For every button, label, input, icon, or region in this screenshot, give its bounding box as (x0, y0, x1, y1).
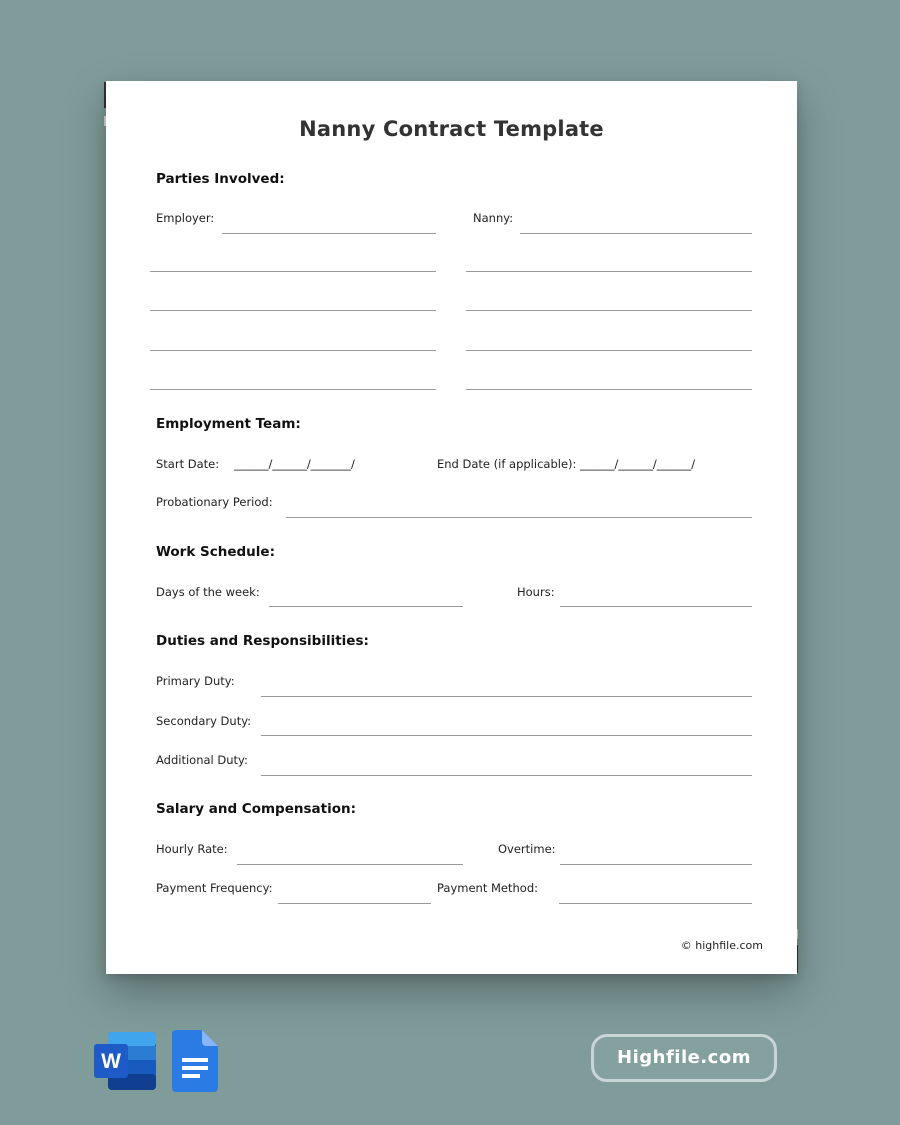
nanny-line-5[interactable] (466, 389, 752, 390)
start-date-field[interactable]: ______/______/_______/ (234, 457, 355, 471)
employer-line-2[interactable] (150, 271, 436, 272)
days-field[interactable] (269, 606, 463, 607)
hourly-rate-field[interactable] (237, 864, 463, 865)
nanny-label: Nanny: (473, 211, 514, 225)
probation-field[interactable] (286, 517, 752, 518)
document-title: Nanny Contract Template (299, 117, 604, 141)
employer-line-4[interactable] (150, 350, 436, 351)
start-date-label: Start Date: (156, 457, 220, 471)
payment-frequency-field[interactable] (278, 903, 431, 904)
overtime-label: Overtime: (498, 842, 556, 856)
primary-duty-label: Primary Duty: (156, 674, 235, 688)
end-date-label: End Date (if applicable): (437, 457, 577, 471)
highfile-brand-button[interactable]: Highfile.com (591, 1034, 777, 1082)
nanny-line-4[interactable] (466, 350, 752, 351)
word-letter: W (101, 1050, 121, 1073)
nanny-field[interactable] (520, 233, 752, 234)
employer-line-5[interactable] (150, 389, 436, 390)
section-schedule-heading: Work Schedule: (156, 544, 275, 560)
employer-label: Employer: (156, 211, 215, 225)
days-label: Days of the week: (156, 585, 260, 599)
additional-duty-label: Additional Duty: (156, 753, 248, 767)
section-employment-heading: Employment Team: (156, 416, 301, 432)
employer-line-3[interactable] (150, 310, 436, 311)
document-page (106, 81, 797, 974)
section-parties-heading: Parties Involved: (156, 171, 285, 187)
google-docs-icon[interactable] (172, 1030, 218, 1092)
hours-field[interactable] (560, 606, 752, 607)
overtime-field[interactable] (560, 864, 752, 865)
nanny-line-3[interactable] (466, 310, 752, 311)
payment-method-label: Payment Method: (437, 881, 539, 895)
hours-label: Hours: (517, 585, 555, 599)
secondary-duty-label: Secondary Duty: (156, 714, 252, 728)
secondary-duty-field[interactable] (261, 735, 752, 736)
additional-duty-field[interactable] (261, 775, 752, 776)
probation-label: Probationary Period: (156, 495, 273, 509)
end-date-field[interactable]: ______/______/______/ (580, 457, 696, 471)
primary-duty-field[interactable] (261, 696, 752, 697)
section-duties-heading: Duties and Responsibilities: (156, 633, 369, 649)
credit-text: © highfile.com (680, 939, 763, 952)
payment-method-field[interactable] (559, 903, 752, 904)
payment-frequency-label: Payment Frequency: (156, 881, 273, 895)
employer-field[interactable] (222, 233, 436, 234)
nanny-line-2[interactable] (466, 271, 752, 272)
section-salary-heading: Salary and Compensation: (156, 801, 357, 817)
word-icon[interactable] (94, 1030, 156, 1092)
hourly-rate-label: Hourly Rate: (156, 842, 228, 856)
